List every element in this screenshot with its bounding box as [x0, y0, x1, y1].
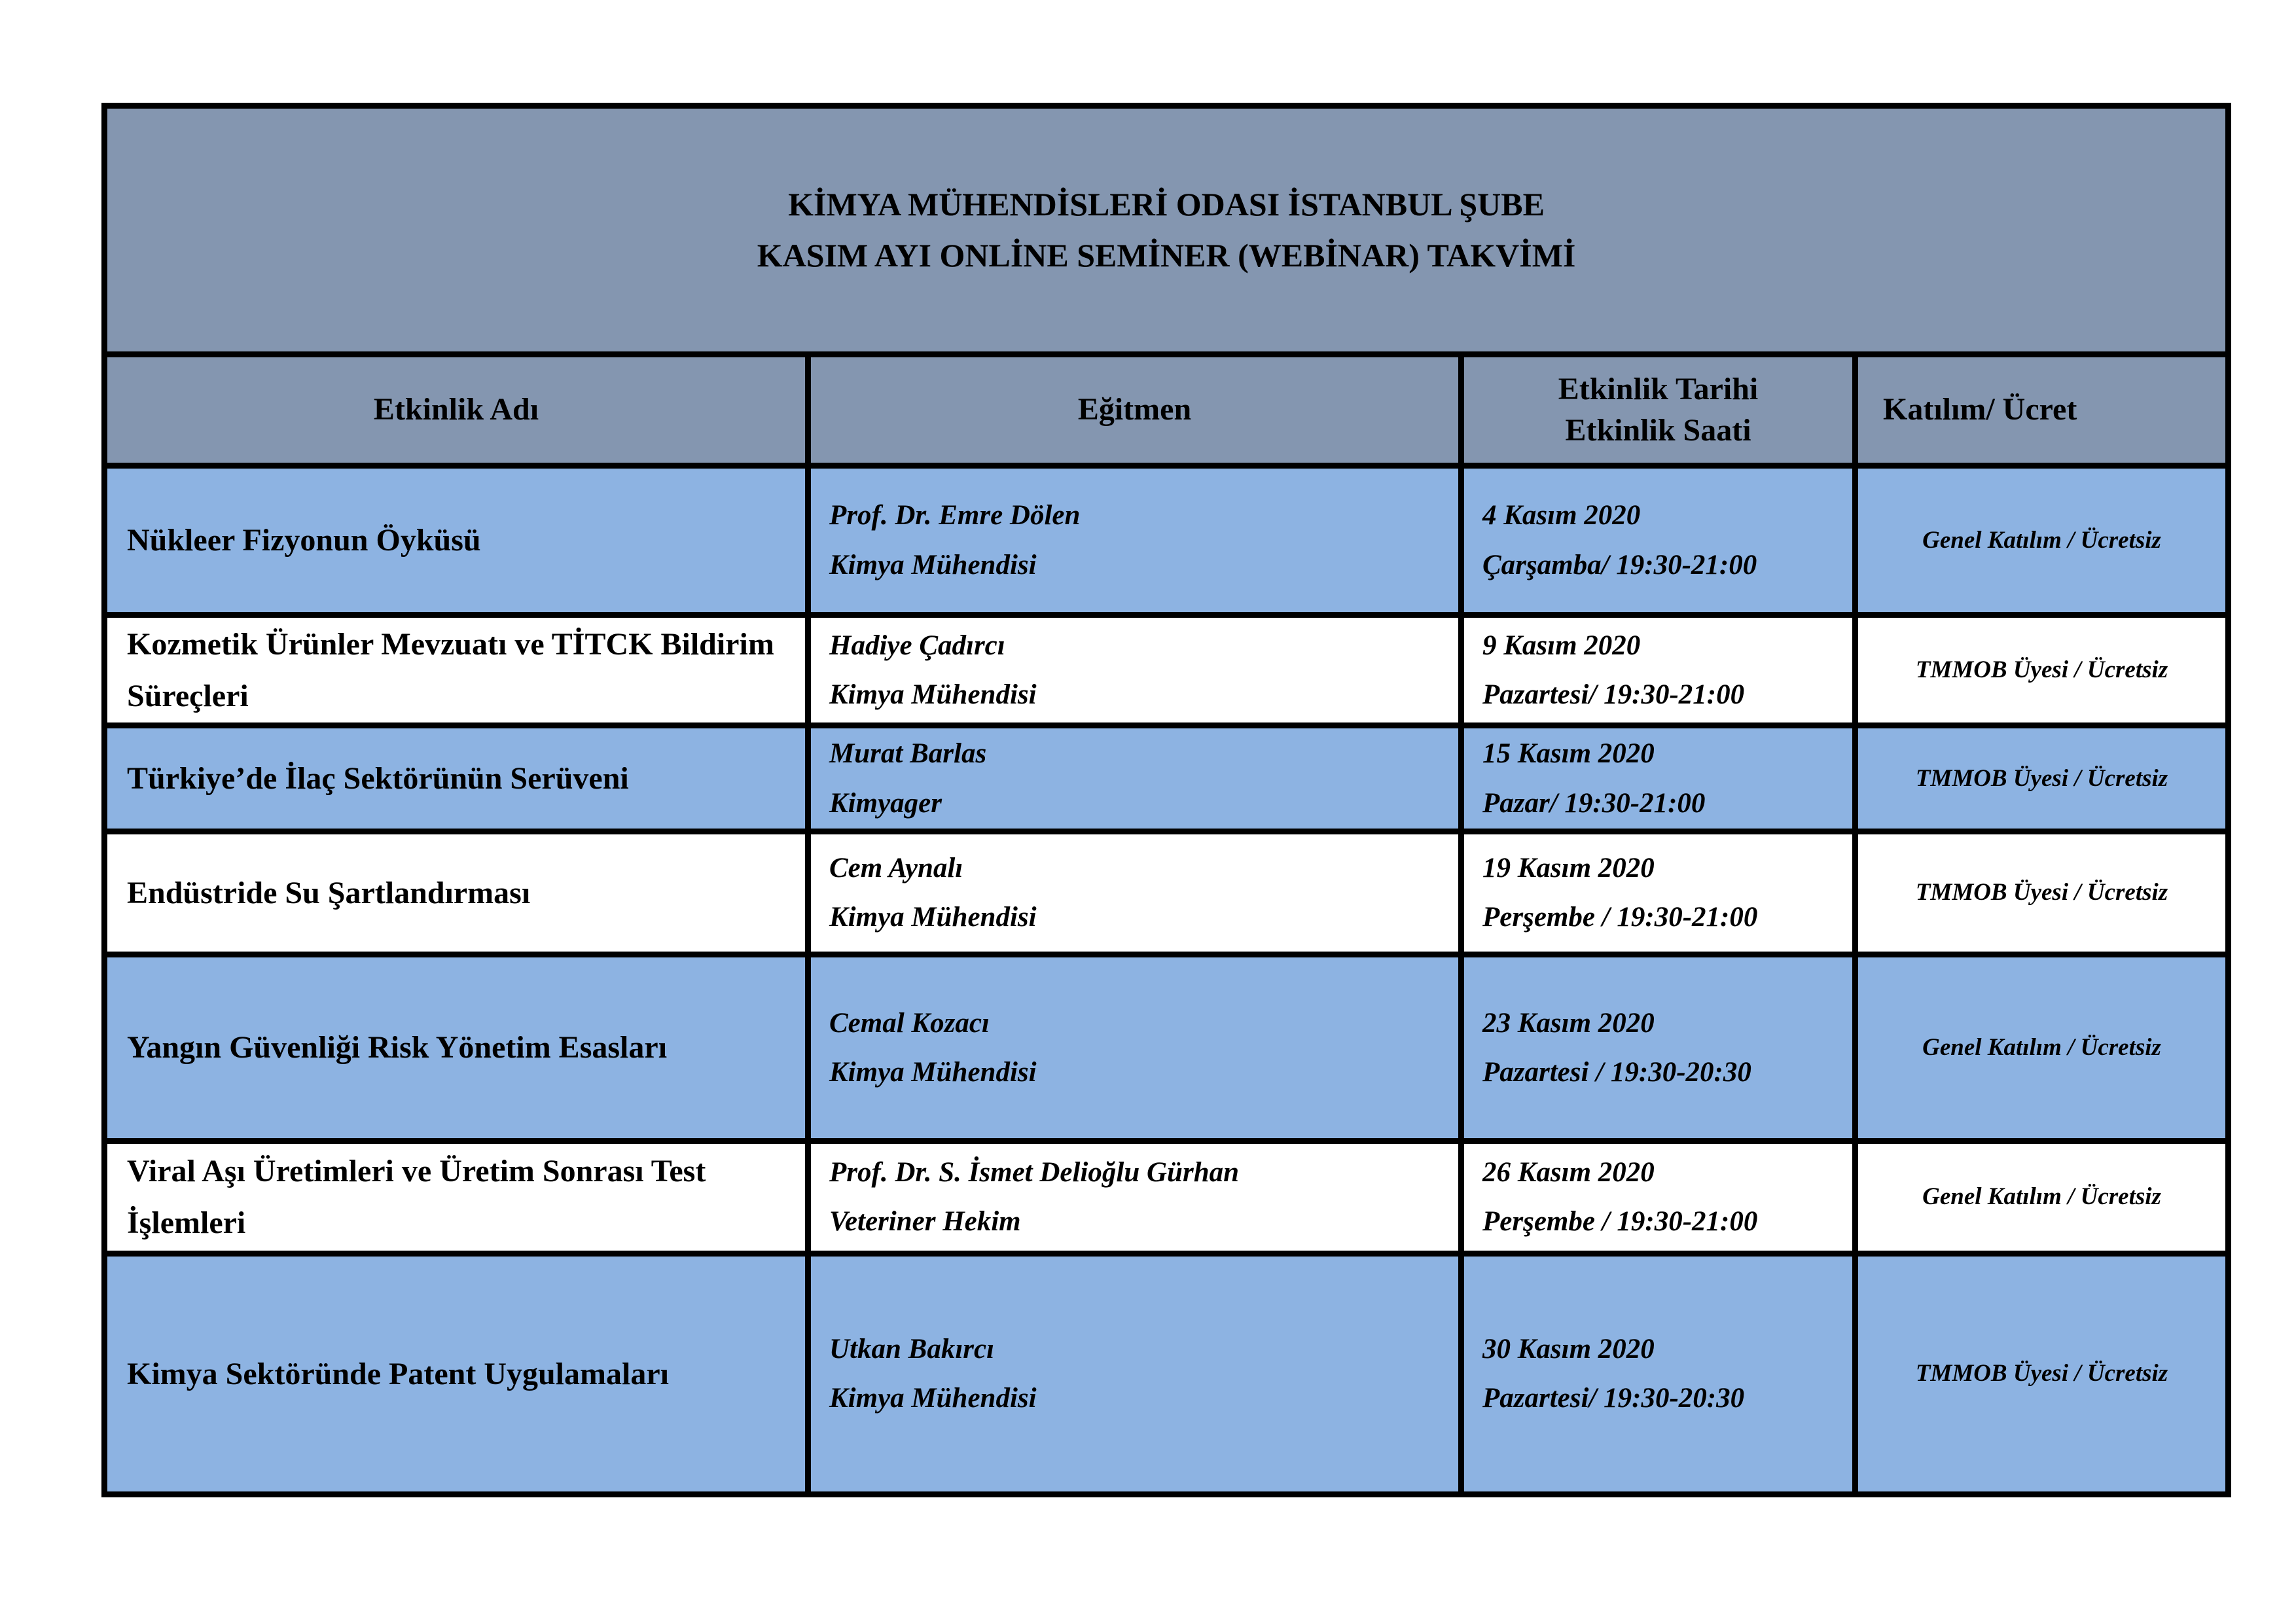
- instructor-title: Kimya Mühendisi: [829, 902, 1037, 933]
- document-title-line2: KASIM AYI ONLİNE SEMİNER (WEBİNAR) TAKVİMİ: [757, 236, 1576, 274]
- date-time-cell: [1462, 1141, 1856, 1253]
- event-name: Kozmetik Ürünler Mevzuatı ve TİTCK Bildirim Süreçleri: [127, 627, 774, 714]
- instructor-cell: [808, 615, 1462, 726]
- header-date-line: Etkinlik Tarihi: [1558, 372, 1759, 407]
- instructor-name: Utkan Bakırcı: [829, 1334, 995, 1365]
- event-name-cell: [105, 615, 808, 726]
- event-date: 15 Kasım 2020: [1482, 738, 1655, 770]
- title-row: [105, 106, 2229, 355]
- table-row: [105, 1253, 2229, 1494]
- fee-cell: [1856, 1141, 2229, 1253]
- instructor-title: Kimya Mühendisi: [829, 1056, 1037, 1088]
- event-date: 26 Kasım 2020: [1482, 1157, 1655, 1188]
- event-date: 9 Kasım 2020: [1482, 630, 1641, 661]
- event-name: Nükleer Fizyonun Öyküsü: [127, 522, 481, 558]
- header-date-time: [1462, 355, 1856, 466]
- instructor-name: Cem Aynalı: [829, 853, 963, 884]
- event-time: Perşembe / 19:30-21:00: [1482, 902, 1758, 933]
- fee-cell: [1856, 1253, 2229, 1494]
- instructor-title: Kimyager: [829, 787, 942, 819]
- instructor-cell: [808, 1253, 1462, 1494]
- date-time-cell: [1462, 831, 1856, 954]
- instructor-name: Cemal Kozacı: [829, 1007, 990, 1039]
- table-row: [105, 726, 2229, 832]
- table-row: [105, 615, 2229, 726]
- event-time: Perşembe / 19:30-21:00: [1482, 1206, 1758, 1238]
- instructor-cell: [808, 1141, 1462, 1253]
- event-date: 23 Kasım 2020: [1482, 1007, 1655, 1039]
- header-time-line: Etkinlik Saati: [1565, 412, 1751, 448]
- header-event-name: Etkinlik Adı: [105, 355, 808, 466]
- fee-cell: [1856, 831, 2229, 954]
- document-title-line1: KİMYA MÜHENDİSLERİ ODASI İSTANBUL ŞUBE: [788, 186, 1545, 223]
- event-name: Viral Aşı Üretimleri ve Üretim Sonrası Test İşlemleri: [127, 1154, 706, 1241]
- event-name-cell: [105, 954, 808, 1141]
- instructor-cell: [808, 831, 1462, 954]
- instructor-cell: [808, 726, 1462, 832]
- event-time: Çarşamba/ 19:30-21:00: [1482, 549, 1757, 580]
- fee-cell: [1856, 954, 2229, 1141]
- header-instructor: Eğitmen: [808, 355, 1462, 466]
- event-date: 19 Kasım 2020: [1482, 853, 1655, 884]
- fee-text: TMMOB Üyesi / Ücretsiz: [1915, 1360, 2168, 1387]
- date-time-cell: [1462, 1253, 1856, 1494]
- instructor-name: Prof. Dr. Emre Dölen: [829, 500, 1081, 531]
- fee-text: TMMOB Üyesi / Ücretsiz: [1915, 764, 2168, 792]
- fee-cell: [1856, 615, 2229, 726]
- table-row: [105, 1141, 2229, 1253]
- event-name-cell: [105, 466, 808, 615]
- event-name: Yangın Güvenliği Risk Yönetim Esasları: [127, 1030, 668, 1065]
- fee-text: Genel Katılım / Ücretsiz: [1922, 1183, 2161, 1211]
- instructor-title: Kimya Mühendisi: [829, 1383, 1037, 1414]
- date-time-cell: [1462, 954, 1856, 1141]
- event-date: 4 Kasım 2020: [1482, 500, 1641, 531]
- event-name: Türkiye’de İlaç Sektörünün Serüveni: [127, 761, 629, 796]
- event-name: Endüstride Su Şartlandırması: [127, 875, 531, 910]
- fee-text: TMMOB Üyesi / Ücretsiz: [1915, 656, 2168, 684]
- event-name-cell: [105, 1141, 808, 1253]
- instructor-title: Veteriner Hekim: [829, 1206, 1021, 1238]
- instructor-name: Murat Barlas: [829, 738, 987, 770]
- table-row: [105, 954, 2229, 1141]
- instructor-title: Kimya Mühendisi: [829, 679, 1037, 711]
- event-name-cell: [105, 831, 808, 954]
- instructor-name: Hadiye Çadırcı: [829, 630, 1005, 661]
- header-fee: Katılım/ Ücret: [1856, 355, 2229, 466]
- event-time: Pazartesi / 19:30-20:30: [1482, 1056, 1751, 1088]
- event-date: 30 Kasım 2020: [1482, 1334, 1655, 1365]
- event-name: Kimya Sektöründe Patent Uygulamaları: [127, 1356, 669, 1391]
- fee-cell: [1856, 726, 2229, 832]
- document-title-cell: [105, 106, 2229, 355]
- instructor-name: Prof. Dr. S. İsmet Delioğlu Gürhan: [829, 1157, 1240, 1188]
- fee-cell: [1856, 466, 2229, 615]
- table-row: [105, 466, 2229, 615]
- seminar-schedule-table: [101, 103, 2231, 1497]
- date-time-cell: [1462, 615, 1856, 726]
- fee-text: Genel Katılım / Ücretsiz: [1922, 526, 2161, 554]
- instructor-title: Kimya Mühendisi: [829, 549, 1037, 580]
- fee-text: Genel Katılım / Ücretsiz: [1922, 1033, 2161, 1061]
- date-time-cell: [1462, 726, 1856, 832]
- event-time: Pazar/ 19:30-21:00: [1482, 787, 1706, 819]
- table-row: [105, 831, 2229, 954]
- event-name-cell: [105, 726, 808, 832]
- fee-text: TMMOB Üyesi / Ücretsiz: [1915, 879, 2168, 906]
- date-time-cell: [1462, 466, 1856, 615]
- instructor-cell: [808, 954, 1462, 1141]
- event-name-cell: [105, 1253, 808, 1494]
- event-time: Pazartesi/ 19:30-21:00: [1482, 679, 1745, 711]
- instructor-cell: [808, 466, 1462, 615]
- event-time: Pazartesi/ 19:30-20:30: [1482, 1383, 1745, 1414]
- column-header-row: [105, 355, 2229, 466]
